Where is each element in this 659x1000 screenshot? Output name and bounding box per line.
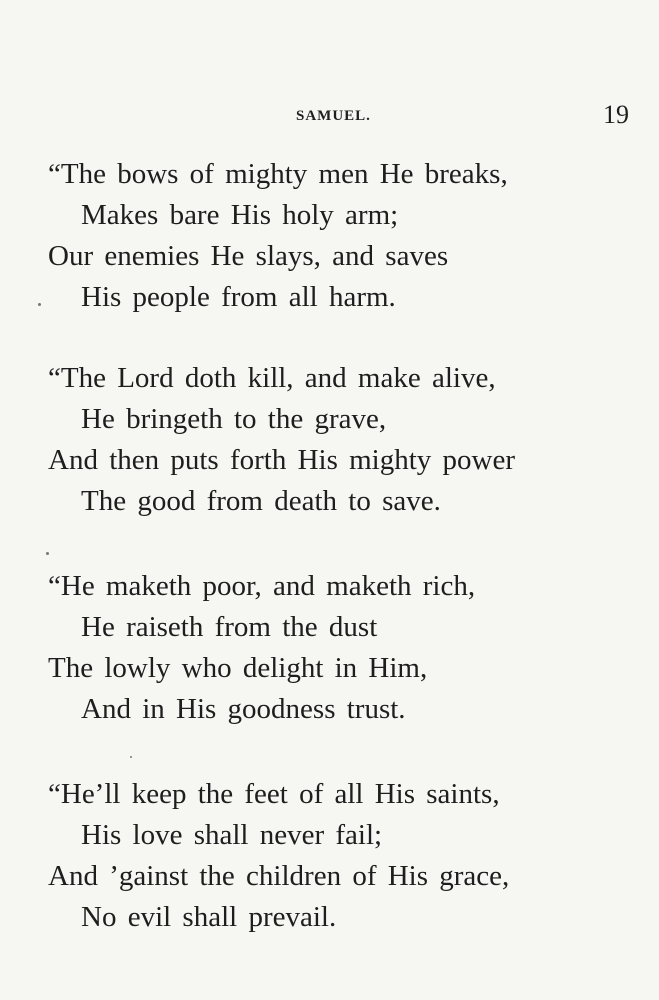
stanza-1 bbox=[0, 154, 640, 318]
stanza-2 bbox=[0, 358, 640, 522]
ink-speck bbox=[130, 756, 132, 758]
poem-line: Makes bare His holy arm; bbox=[81, 199, 399, 231]
poem-line: He bringeth to the grave, bbox=[81, 403, 387, 435]
ink-speck bbox=[38, 303, 41, 306]
stanza-3 bbox=[0, 566, 640, 730]
poem-line: Our enemies He slays, and saves bbox=[48, 240, 449, 272]
poem-line: The lowly who delight in Him, bbox=[48, 652, 428, 684]
poem-line: “The Lord doth kill, and make alive, bbox=[48, 362, 496, 394]
poem-line: “He’ll keep the feet of all His saints, bbox=[48, 778, 500, 810]
stanza-4 bbox=[0, 774, 640, 938]
poem-line: His love shall never fail; bbox=[81, 819, 383, 851]
poem-line: And then puts forth His mighty power bbox=[48, 444, 516, 476]
poem-line: No evil shall prevail. bbox=[81, 901, 337, 933]
running-header bbox=[0, 100, 659, 130]
page-number: 19 bbox=[603, 100, 629, 129]
poem-line: He raiseth from the dust bbox=[81, 611, 378, 643]
poem-line: His people from all harm. bbox=[81, 281, 396, 313]
ink-speck bbox=[46, 552, 49, 555]
poem-line: And in His goodness trust. bbox=[81, 693, 406, 725]
poem-line: The good from death to save. bbox=[81, 485, 441, 517]
running-title: SAMUEL. bbox=[296, 108, 371, 124]
poem-line: “He maketh poor, and maketh rich, bbox=[48, 570, 476, 602]
poem-line: “The bows of mighty men He breaks, bbox=[48, 158, 508, 190]
poem-line: And ’gainst the children of His grace, bbox=[48, 860, 510, 892]
